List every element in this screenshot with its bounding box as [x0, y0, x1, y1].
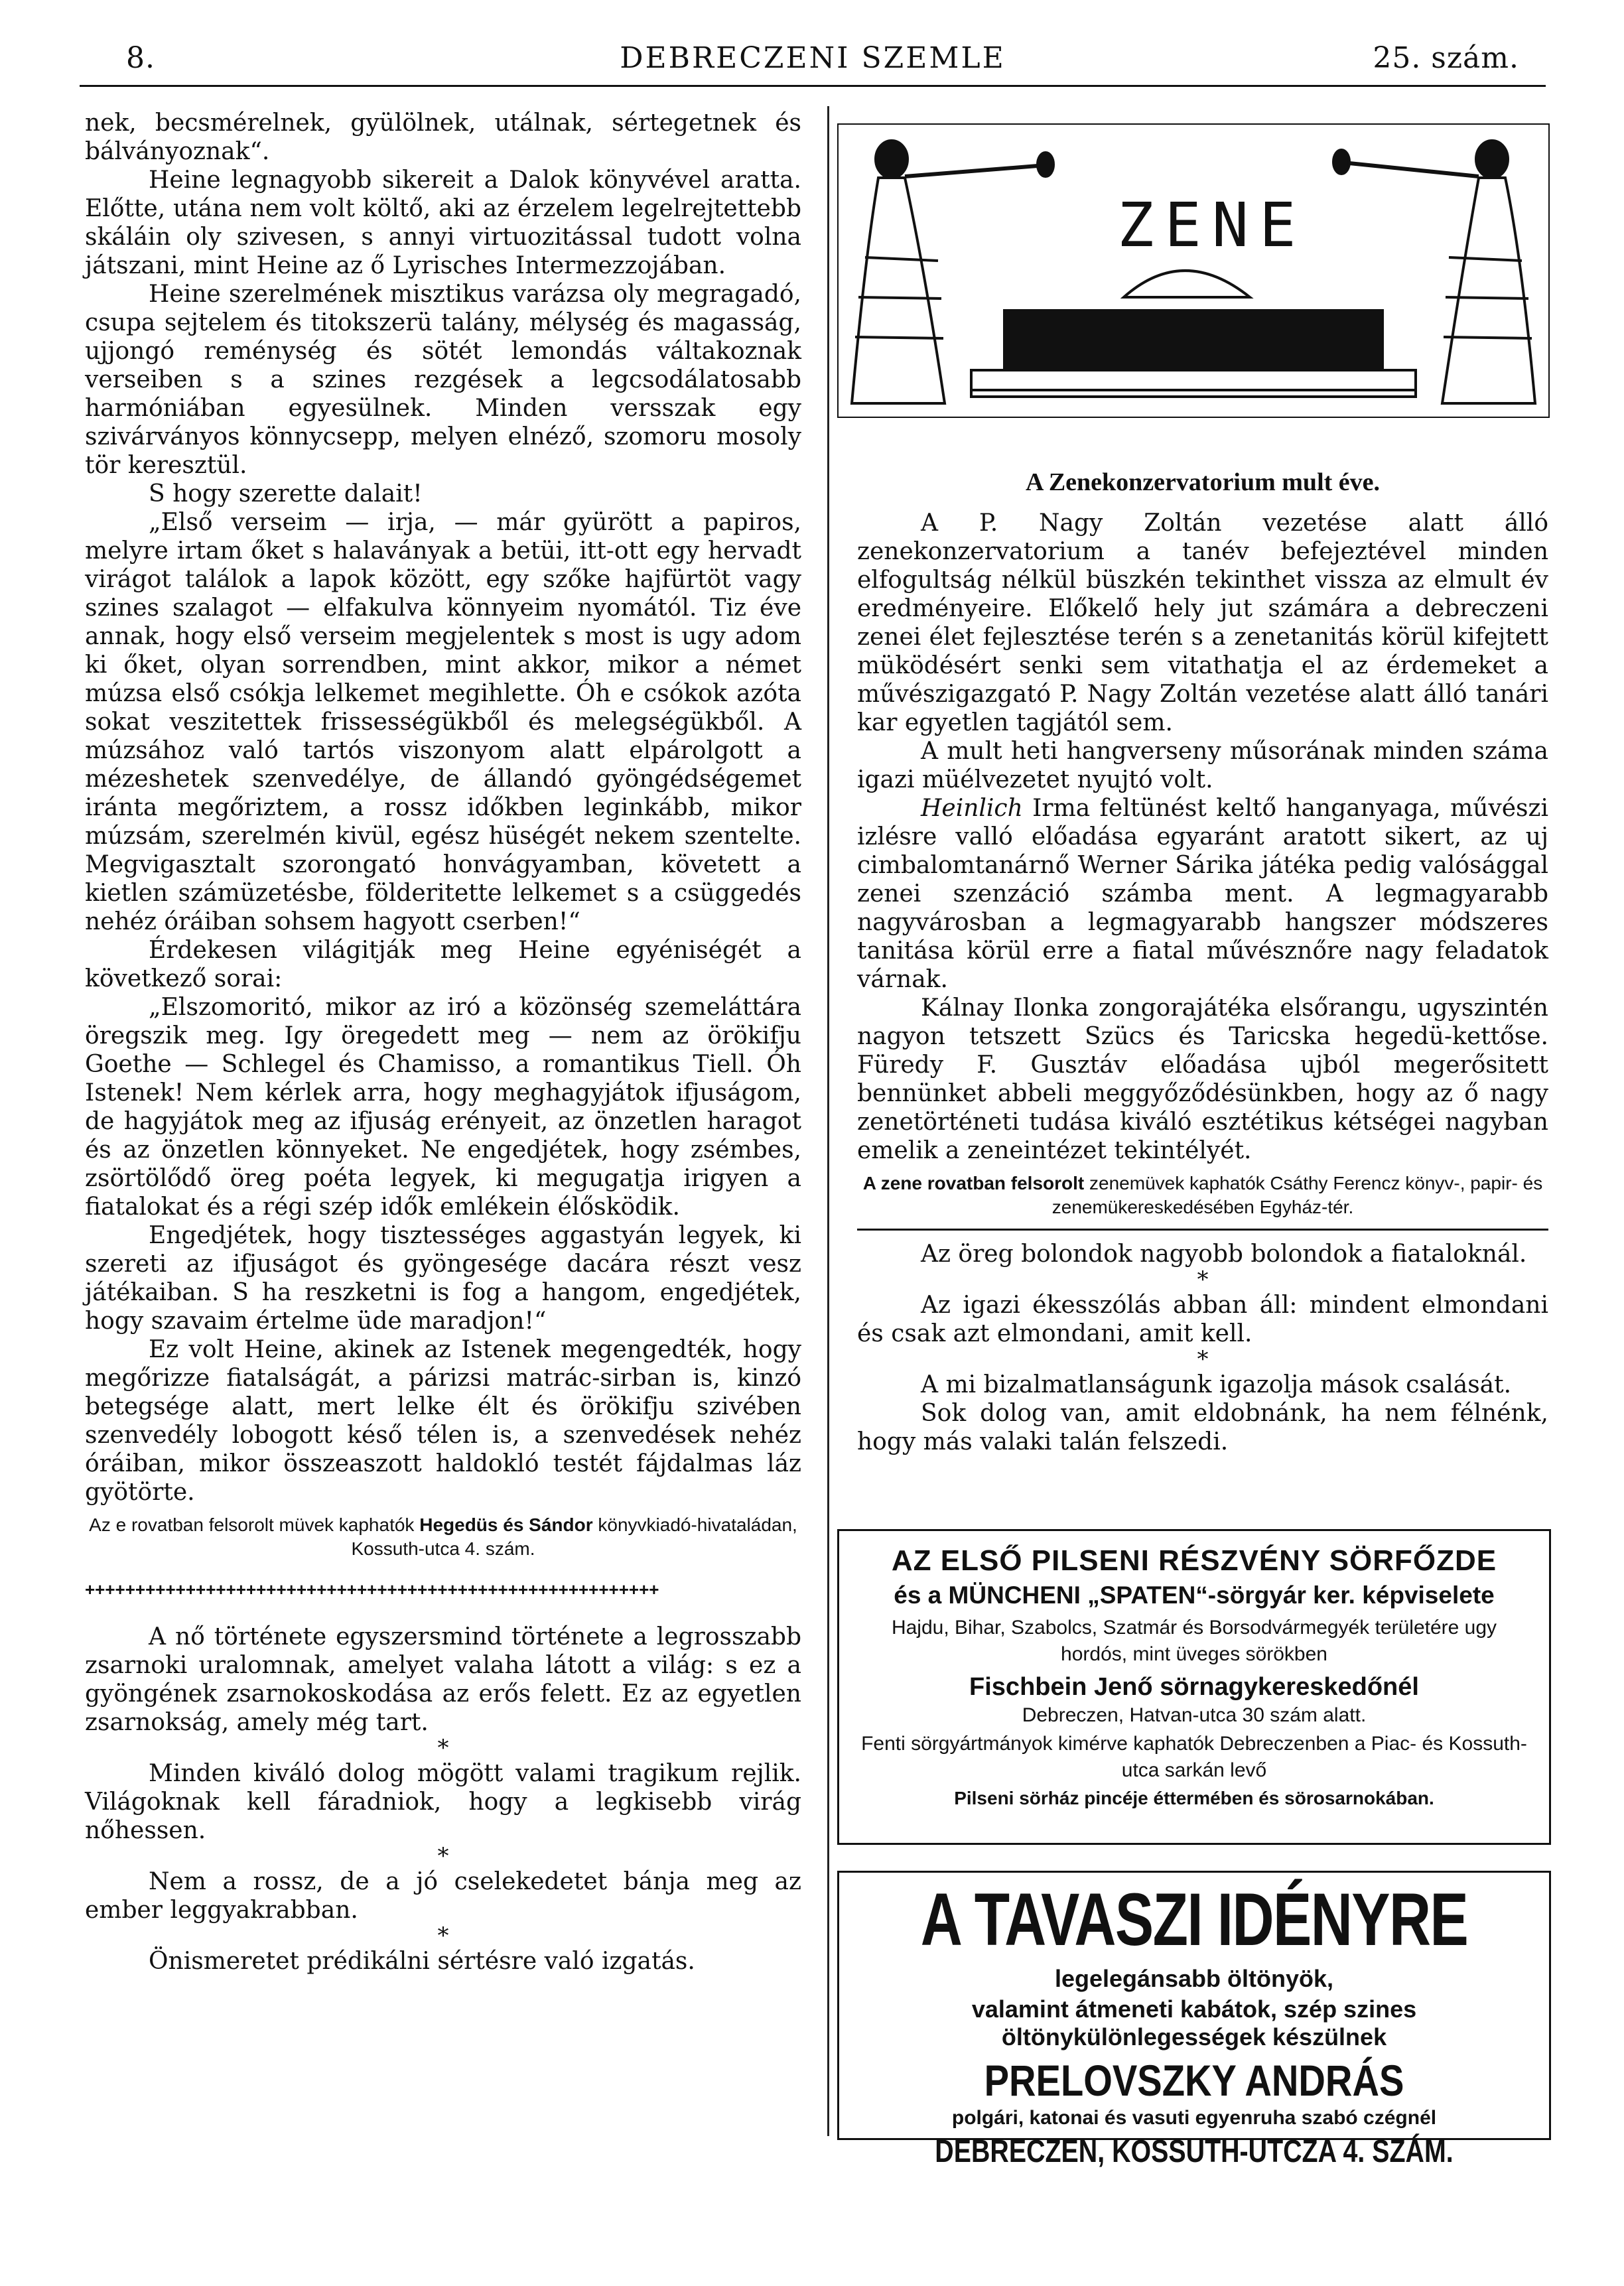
asterisk-separator: *	[1197, 1266, 1209, 1293]
paragraph: Heine legnagyobb sikereit a Dalok könyvével aratta. Előtte, utána nem volt költő, aki az érzelem legelrejtettebb skáláin oly szivesen, s annyi virtuozitással tudott volna játszani, mint Heine az ő Lyrisches Intermezzojában.	[85, 167, 801, 279]
asterisk-separator: *	[437, 1922, 449, 1949]
ad-text: polgári, katonai és vasuti egyenruha szabó czégnél	[951, 2107, 1437, 2129]
divider	[857, 1229, 1548, 1231]
ad-subheadline: és a MÜNCHENI „SPATEN“-sörgyár ker. képviselete	[894, 1581, 1495, 1609]
books-credit: Az e rovatban felsorolt müvek kaphatók Hegedüs és Sándor könyvkiadó-hivataládan, Kossuth-utca 4. szám.	[89, 1514, 797, 1559]
paragraph: Engedjétek, hogy tisztességes aggastyán legyek, ki szereti az ifjuságot és gyöngesége dacára részt vesz játékaiban. S ha reszketni is fog a hangom, engedjétek, hogy szavaim értelme üde maradjon!“	[85, 1222, 801, 1335]
paragraph: Ez volt Heine, akinek az Istenek megengedték, hogy megőrizze fiatalságát, a párizsi matrác-sirban is, kinzó betegsége alatt, mert lelke élt és örökifju szivében szenvedély lobogott késő télen is, a szenvedések nehéz óráiban, mikor összeaszott haldokló testét fájdalmas láz gyötörte.	[85, 1336, 801, 1506]
aphorism: Önismeretet prédikálni sértésre való izgatás.	[149, 1948, 695, 1975]
ad-headline: A TAVASZI IDÉNYRE	[920, 1878, 1468, 1961]
paragraph: Heinlich Irma feltünést keltő hanganyaga, művészi izlésre valló előadása egyaránt aratott sikert, az uj cimbalomtanárnő Werner Sárika játéka pedig valósággal zenei szenzáció számba ment. A legmagyarabb nagyvárosban a legmagyarabb hangszer módszeres tanitása körül erre a fiatal művésznőre nagy feladatok várnak.	[857, 795, 1548, 993]
illustration-title: ZENE	[1117, 190, 1307, 261]
asterisk-separator: *	[1197, 1346, 1209, 1373]
ad-footer: Pilseni sörház pincéje éttermében és sörosarnokában.	[954, 1788, 1434, 1808]
paragraph: „Első verseim — irja, — már gyürött a papiros, melyre irtam őket s halaványak a betüi, itt-ott egy hervadt virágot találok a lapok között, egy szőke hajfürtöt vagy szines szalagot — elfakulva könnyeim nyomától. Tiz éve annak, hogy első verseim megjelentek s most is ugy adom ki őket, olyan sorrendben, mint akkor, mikor a német múzsa első csókja lelkemet megihlette. Óh e csókok azóta sokat veszitettek frissességükből és melegségükből. A múzsához való tartós viszonyom alatt elpárolgott a mézeshetek szenvedélye, de állandó gyöngédségemet iránta megőriztem, a rossz időkben leginkább, mikor múzsám, szerelmén kivül, egész hüségét nekem szentelte. Megvigasztalt szorongató honvágyamban, követett a kietlen számüzetésbe, földeritette lelkemet s a csüggedés nehéz óráiban sohsem hagyott cserben!“	[85, 509, 801, 935]
paragraph: S hogy szerette dalait!	[149, 480, 423, 507]
ad-address: Debreczen, Hatvan-utca 30 szám alatt.	[1022, 1704, 1367, 1726]
music-illustration	[837, 123, 1550, 418]
ad-merchant: PRELOVSZKY ANDRÁS	[984, 2056, 1404, 2105]
ad-text: legelegánsabb öltönyök,	[1054, 1965, 1334, 1992]
paragraph: nek, becsmérelnek, gyülölnek, utálnak, sértegetnek és bálványoznak“.	[85, 109, 801, 165]
ad-headline: AZ ELSŐ PILSENI RÉSZVÉNY SÖRFŐZDE	[891, 1544, 1497, 1577]
aphorism: A nő története egyszersmind története a legrosszabb zsarnoki uralomnak, amelyet valaha látott a világ: s ez a gyöngének zsarnokoskodása az erős felett. Ez az egyetlen zsarnokság, amely még tart.	[85, 1623, 801, 1736]
aphorism: Az igazi ékesszólás abban áll: mindent elmondani és csak azt elmondani, amit kell.	[857, 1292, 1548, 1347]
left-column	[85, 109, 801, 1976]
brewery-advertisement	[837, 1529, 1551, 1845]
ad-address: DEBRECZEN, KOSSUTH-UTCZA 4. SZÁM.	[935, 2134, 1454, 2169]
paragraph: Kálnay Ilonka zongorajátéka elsőrangu, ugyszintén nagyon tetszett Szücs és Taricska hegedü-kettőse. Füredy F. Gusztáv előadása ujból megerősitett bennünket abbeli meggyőződésünkben, hogy az ő nagy zenetörténeti tudása kiváló esztétikus kétségei nagyban emelik a zeneintézet tekintélyét.	[857, 994, 1548, 1164]
asterisk-separator: *	[437, 1735, 449, 1761]
paragraph: A P. Nagy Zoltán vezetése alatt álló zenekonzervatorium a tanév befejeztével minden elfogultság nélkül büszkén tekinthet vissza az elmult év eredményeire. Előkelő hely jut számára a debreczeni zenei élet fejlesztése terén s a zenetanitás körül kifejtett müködésért senki sem vitathatja el az érdemeket a művészigazgató P. Nagy Zoltán vezetése alatt álló tanári kar egyetlen tagjától sem.	[857, 509, 1548, 736]
paragraph: A mult heti hangverseny műsorának minden száma igazi müélvezetet nyujtó volt.	[857, 738, 1548, 793]
ad-text: valamint átmeneti kabátok, szép szines öltönykülönlegességek készülnek	[971, 1995, 1417, 2051]
tailor-advertisement	[837, 1871, 1551, 2169]
paragraph: „Elszomoritó, mikor az iró a közönség szemeláttára öregszik meg. Igy öregedett meg — nem az örökifju Goethe — Schlegel és Chamisso, a romantikus Tiell. Óh Istenek! Nem kérlek arra, hogy meghagyjátok ifjuságom, de hagyjátok meg az ifjuság erényeit, az önzetlen haragot és az önzetlen könnyeket. Ne engedjétek, hogy zsémbes, zsörtölődő öreg poéta legyek, ki megugatja irigyen a fiatalokat és a régi szép idők emlékein élősködik.	[85, 994, 801, 1221]
aphorism: Sok dolog van, amit eldobnánk, ha nem félnénk, hogy más valaki talán felszedi.	[857, 1400, 1548, 1455]
journal-title: DEBRECZENI SZEMLE	[620, 41, 1006, 75]
issue-number: 25. szám.	[1373, 41, 1519, 75]
aphorism: Minden kiváló dolog mögött valami tragikum rejlik. Világoknak kell fáradniok, hogy a legkisebb virág nőhessen.	[85, 1760, 801, 1844]
paragraph: Heine szerelmének misztikus varázsa oly megragadó, csupa sejtelem és titokszerü talány, mélység és magasság, ujjongó reménység és sötét lemondás váltakoznak verseiben s a szines rezgések a legcsodálatosabb harmóniában egyesülnek. Minden versszak egy szivárványos könnycsepp, melyen elnéző, szomoru mosoly tör keresztül.	[85, 281, 801, 479]
aphorism: Az öreg bolondok nagyobb bolondok a fiataloknál.	[921, 1241, 1527, 1268]
right-column	[857, 464, 1548, 1456]
music-credit: A zene rovatban felsorolt zenemüvek kaphatók Csáthy Ferencz könyv-, papir- és zenemükereskedésében Egyház-tér.	[862, 1173, 1543, 1217]
paragraph: Érdekesen világitják meg Heine egyéniségét a következő sorai:	[85, 937, 801, 992]
aphorism: A mi bizalmatlanságunk igazolja mások csalását.	[921, 1371, 1512, 1398]
ad-text: Fenti sörgyártmányok kimérve kaphatók Debreczenben a Piac- és Kossuth-utca sarkán levő	[861, 1733, 1527, 1781]
page-number: 8.	[126, 41, 155, 75]
trumpeters-illustration	[839, 125, 1548, 417]
column-divider	[827, 106, 829, 2136]
cross-divider: +++++++++++++++++++++++++++++++++++++++++++++++++++++++++	[85, 1580, 659, 1599]
page-header	[80, 38, 1546, 87]
asterisk-separator: *	[437, 1843, 449, 1869]
ad-merchant: Fischbein Jenő sörnagykereskedőnél	[969, 1673, 1419, 1701]
aphorism: Nem a rossz, de a jó cselekedetet bánja meg az ember leggyakrabban.	[85, 1868, 801, 1924]
ad-text: Hajdu, Bihar, Szabolcs, Szatmár és Borsodvármegyék területére ugy hordós, mint üveges sörökben	[891, 1617, 1497, 1665]
section-title: A Zenekonzervatorium mult éve.	[1025, 468, 1381, 496]
